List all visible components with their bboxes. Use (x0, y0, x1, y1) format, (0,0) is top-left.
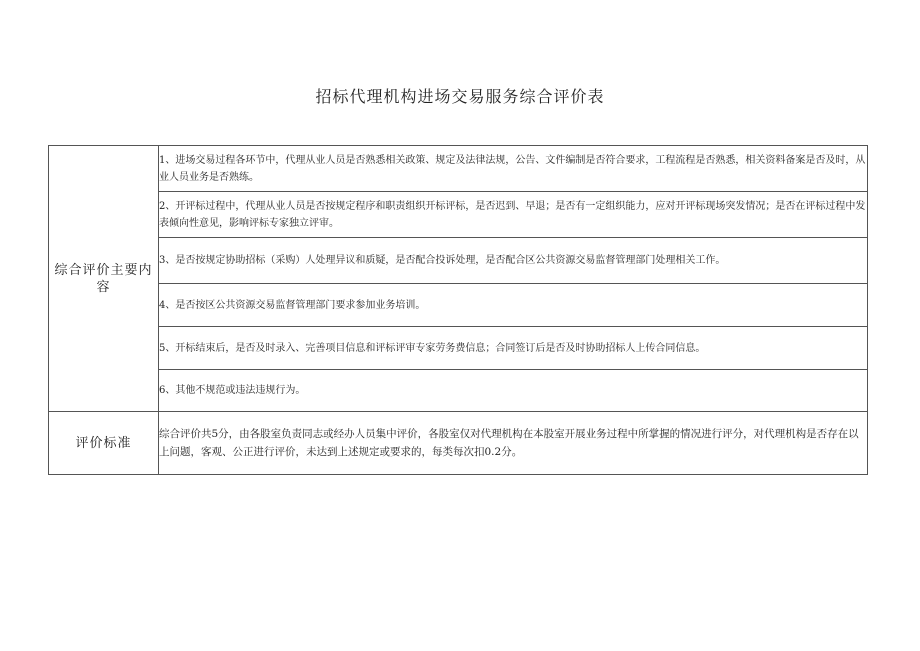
criteria-item-2: 2、开评标过程中，代理从业人员是否按规定程序和职责组织开标评标，是否迟到、早退；是否有一定组织能力，应对开评标现场突发情况；是否在评标过程中发表倾向性意见，影响评标专家独立评审。 (159, 192, 868, 238)
table-row (49, 412, 868, 475)
table-row (49, 238, 868, 284)
content-label: 综合评价主要内容 (54, 262, 153, 295)
table-row (49, 327, 868, 370)
content-label-cell (49, 146, 159, 412)
page-title: 招标代理机构进场交易服务综合评价表 (315, 87, 605, 106)
standard-text: 综合评价共5分，由各股室负责同志或经办人员集中评价，各股室仅对代理机构在本股室开展业务过程中所掌握的情况进行评分，对代理机构是否存在以上问题，客观、公正进行评价，未达到上述规定或要求的，每类每次扣0.2分。 (159, 412, 868, 475)
table-row (49, 192, 868, 238)
evaluation-table (48, 145, 868, 475)
table-row (49, 370, 868, 412)
table-row (49, 146, 868, 192)
standard-label-cell (49, 412, 159, 475)
table-row (49, 284, 868, 327)
criteria-item-3: 3、是否按规定协助招标（采购）人处理异议和质疑，是否配合投诉处理，是否配合区公共资源交易监督管理部门处理相关工作。 (159, 238, 868, 284)
criteria-item-6: 6、其他不规范或违法违规行为。 (159, 370, 868, 412)
standard-label: 评价标准 (75, 435, 132, 451)
criteria-item-4: 4、是否按区公共资源交易监督管理部门要求参加业务培训。 (159, 284, 868, 327)
criteria-item-5: 5、开标结束后，是否及时录入、完善项目信息和评标评审专家劳务费信息；合同签订后是否及时协助招标人上传合同信息。 (159, 327, 868, 370)
criteria-item-1: 1、进场交易过程各环节中，代理从业人员是否熟悉相关政策、规定及法律法规，公告、文件编制是否符合要求，工程流程是否熟悉，相关资料备案是否及时，从业人员业务是否熟练。 (159, 146, 868, 192)
